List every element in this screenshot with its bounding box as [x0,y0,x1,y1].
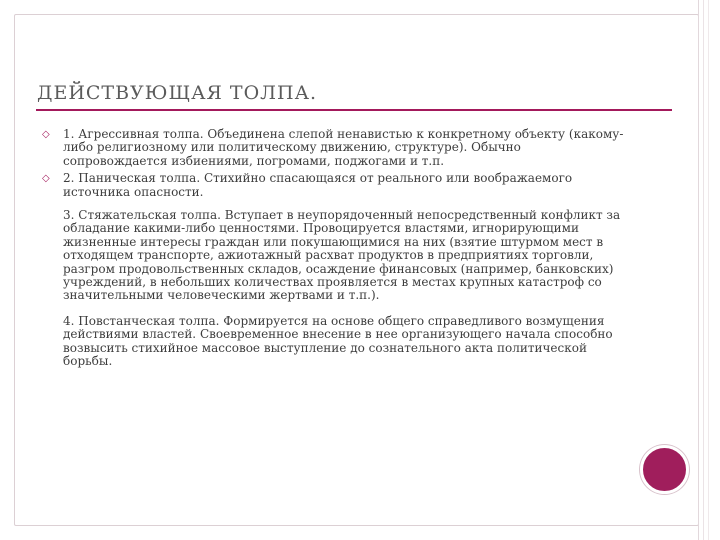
bullet-item [42,172,627,199]
decorative-line [708,0,709,540]
bullet-item [42,128,627,168]
bullet-text: 2. Паническая толпа. Стихийно спасающаяся от реального или воображаемого источника опасности. [63,171,573,199]
paragraph: 4. Повстанческая толпа. Формируется на основе общего справедливого возмущения действиями властей. Своевременное внесение в нее организующего начала способно возвысить стихийное массовое выступление до сознательного акта политической борьбы. [63,313,613,369]
title-underline [36,109,672,111]
diamond-outline-icon: ◇ [42,129,50,140]
bullet-text: 1. Агрессивная толпа. Объединена слепой ненавистью к конкретному объекту (какому-либо религиозному или политическому движению, структуре). Обычно сопровождается избиениями, погромами, поджогами и т.п. [63,127,624,168]
slide-title: ДЕЙСТВУЮЩАЯ ТОЛПА. [37,82,318,104]
paragraph: 3. Стяжательская толпа. Вступает в неупорядоченный непосредственный конфликт за обладание какими-либо ценностями. Провоцируется властями, игнорирующими жизненные интересы граждан или покушающимися на них (взятие штурмом мест в отходящем транспорте, ажиотажный расхват продуктов в предприятиях торговли, разгром продовольственных складов, осаждение финансовых (например, банковских) учреждений, в небольших количествах проявляется в местах крупных катастроф со значительными человеческими жертвами и т.п.). [63,208,621,303]
decorative-circle [640,445,689,494]
decorative-line [703,0,704,540]
diamond-outline-icon: ◇ [42,173,50,185]
slide-content [42,128,627,369]
decorative-line [698,0,699,540]
